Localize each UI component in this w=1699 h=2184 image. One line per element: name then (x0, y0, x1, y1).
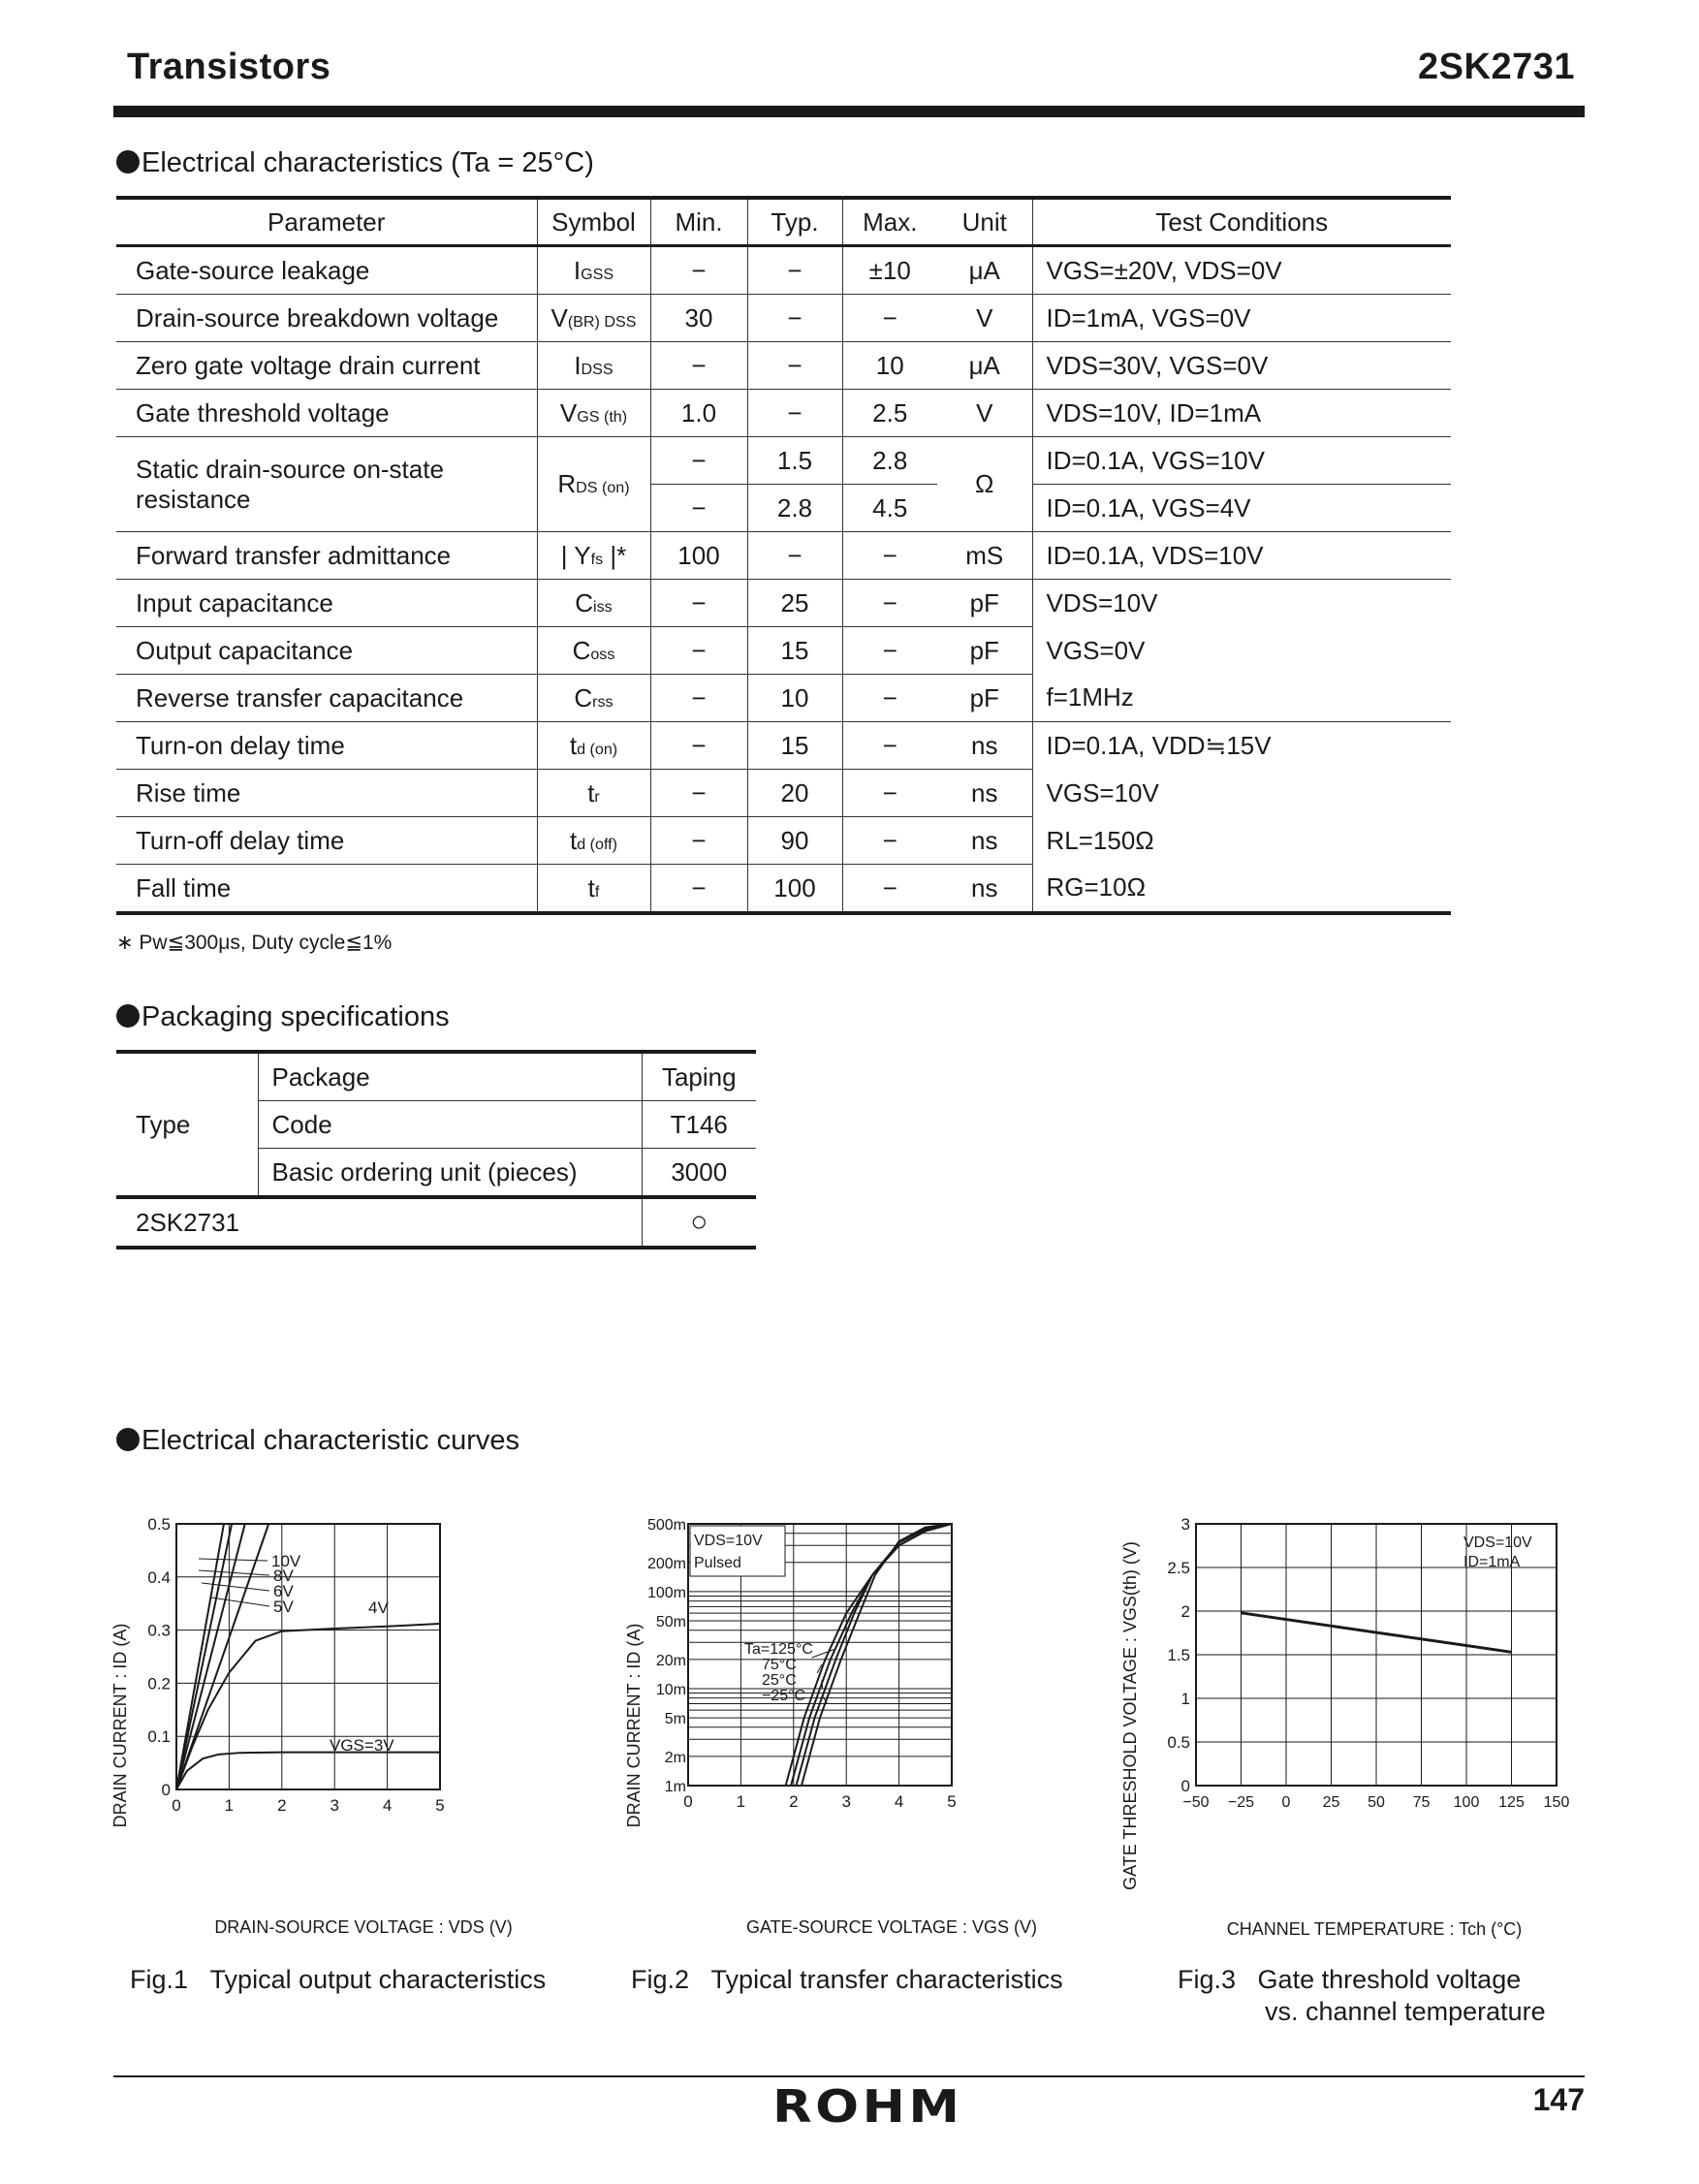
x-axis-label: CHANNEL TEMPERATURE : Tch (°C) (1226, 1919, 1523, 1939)
series-line-−25°C (802, 1524, 952, 1786)
table-row (116, 1052, 756, 1101)
y-tick-label: 50m (655, 1614, 686, 1631)
series-label: 10V (271, 1552, 301, 1570)
table-cell: Rise time (116, 770, 537, 817)
table-cell: ID=0.1A, VGS=10V (1032, 437, 1451, 485)
table-cell: Ω (937, 437, 1032, 532)
symbol-cell: td (on) (537, 722, 650, 770)
rohm-logo: ROHM (772, 2080, 963, 2133)
table-cell: − (842, 770, 937, 817)
part-number: 2SK2731 (1418, 47, 1575, 87)
table-cell: − (650, 580, 747, 627)
y-tick-label: 5m (664, 1711, 686, 1728)
x-axis-label: DRAIN-SOURCE VOLTAGE : VDS (V) (214, 1917, 513, 1937)
table-cell: Basic ordering unit (pieces) (258, 1149, 642, 1198)
y-tick-label: 0.3 (147, 1621, 171, 1640)
bullet-icon (116, 1428, 140, 1451)
table-cell: 3000 (642, 1149, 756, 1198)
table-cell: Output capacitance (116, 627, 537, 675)
x-tick-label: 150 (1543, 1794, 1570, 1811)
table-cell: − (842, 627, 937, 675)
table-cell: Package (258, 1052, 642, 1101)
packaging-table (116, 1050, 756, 1250)
symbol-cell: | Yfs |* (537, 532, 650, 580)
table-cell: V (937, 295, 1032, 342)
fig3-threshold-chart (1115, 1473, 1599, 1958)
x-tick-label: 4 (382, 1796, 393, 1815)
table-cell: mS (937, 532, 1032, 580)
table-cell: − (747, 295, 842, 342)
y-tick-label: 1 (1180, 1690, 1190, 1708)
table-row (116, 295, 1451, 342)
table-cell: Drain-source breakdown voltage (116, 295, 537, 342)
x-tick-label: 3 (841, 1792, 851, 1811)
y-tick-label: 0.1 (147, 1727, 171, 1747)
y-tick-label: 2m (664, 1749, 686, 1766)
table-cell: − (650, 627, 747, 675)
table-cell: VGS=10V (1046, 777, 1159, 807)
x-tick-label: 25 (1322, 1794, 1340, 1811)
table-cell: − (650, 675, 747, 722)
table-cell: f=1MHz (1032, 675, 1451, 722)
table-cell: − (747, 532, 842, 580)
table-cell: VGS=±20V, VDS=0V (1032, 246, 1451, 295)
y-axis-label: DRAIN CURRENT : ID (A) (110, 1623, 130, 1828)
table-cell: − (842, 675, 937, 722)
series-label: 8V (273, 1567, 294, 1585)
table-cell: Fall time (116, 865, 537, 914)
table-row (116, 722, 1451, 770)
table-row (116, 627, 1451, 675)
table-cell: − (842, 580, 937, 627)
x-tick-label: 2 (277, 1796, 287, 1815)
curves-section-title: Electrical characteristic curves (116, 1425, 519, 1457)
y-tick-label: 200m (646, 1555, 686, 1572)
y-tick-label: 1m (664, 1779, 686, 1795)
x-tick-label: 5 (947, 1792, 957, 1811)
electrical-section-title: Electrical characteristics (Ta = 25°C) (116, 147, 594, 179)
table-cell: Reverse transfer capacitance (116, 675, 537, 722)
symbol-cell: Ciss (537, 580, 650, 627)
table-cell: 90 (747, 817, 842, 865)
x-tick-label: 4 (894, 1792, 904, 1811)
table-cell: ns (937, 865, 1032, 914)
table-cell: 30 (650, 295, 747, 342)
table-cell: 2SK2731 (116, 1197, 642, 1248)
table-cell: − (842, 722, 937, 770)
x-tick-label: 3 (330, 1796, 339, 1815)
table-cell: Static drain-source on-state resistance (116, 437, 537, 532)
table-cell: 100 (650, 532, 747, 580)
table-cell: VDS=10V (1046, 587, 1158, 617)
table-row (116, 580, 1451, 627)
y-tick-label: 0.5 (147, 1515, 171, 1534)
y-tick-label: 2.5 (1167, 1559, 1190, 1577)
x-tick-label: 1 (224, 1796, 235, 1815)
y-tick-label: 100m (646, 1584, 686, 1601)
table-cell: Input capacitance (116, 580, 537, 627)
table-cell: T146 (642, 1101, 756, 1149)
x-tick-label: 2 (789, 1792, 799, 1811)
table-cell: RG=10Ω (1032, 865, 1451, 914)
x-tick-label: 50 (1368, 1794, 1385, 1811)
table-cell: Code (258, 1101, 642, 1149)
table-cell: VDS=30V, VGS=0V (1032, 342, 1451, 390)
col-header: Max. (842, 198, 937, 246)
table-cell: V (937, 390, 1032, 437)
symbol-cell: VGS (th) (537, 390, 650, 437)
table-row (116, 865, 1451, 914)
series-line-10V (176, 1524, 224, 1789)
table-cell: − (650, 437, 747, 485)
table-cell: Turn-on delay time (116, 722, 537, 770)
table-cell: ns (937, 770, 1032, 817)
x-tick-label: 125 (1498, 1794, 1525, 1811)
table-cell: pF (937, 675, 1032, 722)
table-cell: 15 (747, 627, 842, 675)
x-tick-label: 100 (1453, 1794, 1480, 1811)
series-line-VGS=3V (176, 1753, 440, 1789)
table-cell: ±10 (842, 246, 937, 295)
table-cell: 10 (842, 342, 937, 390)
x-tick-label: 1 (736, 1792, 746, 1811)
y-tick-label: 20m (655, 1652, 686, 1669)
table-cell: 2.5 (842, 390, 937, 437)
series-label: 4V (368, 1598, 389, 1617)
table-cell: − (842, 532, 937, 580)
packaging-section-title: Packaging specifications (116, 1001, 450, 1033)
category-title: Transistors (127, 47, 331, 87)
table-cell: 20 (747, 770, 842, 817)
table-cell: VGS=0V (1046, 635, 1146, 665)
table-cell: RL=150Ω (1046, 825, 1154, 855)
available-mark: ○ (642, 1197, 756, 1248)
table-cell: Turn-off delay time (116, 817, 537, 865)
x-tick-label: 0 (683, 1792, 693, 1811)
y-tick-label: 0.4 (147, 1567, 171, 1587)
bullet-icon (116, 150, 140, 174)
series-line-4V (176, 1624, 440, 1789)
table-row (116, 770, 1451, 817)
fig3-caption-line2: vs. channel temperature (1265, 1997, 1546, 2026)
electrical-characteristics-table (116, 196, 1451, 915)
symbol-cell: tr (537, 770, 650, 817)
symbol-cell: tf (537, 865, 650, 914)
table-cell: − (650, 722, 747, 770)
table-cell: 25 (747, 580, 842, 627)
table-cell: pF (937, 627, 1032, 675)
table-cell: 2.8 (747, 485, 842, 532)
y-tick-label: 3 (1180, 1515, 1190, 1534)
table-row (116, 817, 1451, 865)
symbol-cell: Coss (537, 627, 650, 675)
y-tick-label: 0 (1180, 1777, 1190, 1795)
annotation-text: VDS=10V (694, 1533, 763, 1549)
table-cell: − (747, 246, 842, 295)
table-cell: μA (937, 342, 1032, 390)
series-label: −25°C (762, 1688, 806, 1704)
col-header: Min. (650, 198, 747, 246)
symbol-cell: IGSS (537, 246, 650, 295)
y-tick-label: 500m (646, 1517, 686, 1534)
symbol-cell: td (off) (537, 817, 650, 865)
y-tick-label: 0.2 (147, 1674, 171, 1693)
table-cell: 1.0 (650, 390, 747, 437)
table-cell: − (650, 770, 747, 817)
table-cell: − (842, 817, 937, 865)
series-label: 6V (273, 1582, 294, 1600)
fig2-transfer-chart (611, 1473, 1095, 1958)
series-line-75°C (791, 1524, 952, 1786)
table-cell: − (650, 485, 747, 532)
table-cell: 2.8 (842, 437, 937, 485)
table-cell: 4.5 (842, 485, 937, 532)
table-cell: 1.5 (747, 437, 842, 485)
col-header: Unit (937, 198, 1032, 246)
page-number: 147 (1532, 2082, 1585, 2117)
table-cell: Zero gate voltage drain current (116, 342, 537, 390)
x-tick-label: −25 (1227, 1794, 1255, 1811)
table-cell: − (842, 865, 937, 914)
table-cell: Gate threshold voltage (116, 390, 537, 437)
table-cell: μA (937, 246, 1032, 295)
table-row (116, 675, 1451, 722)
x-tick-label: −50 (1182, 1794, 1210, 1811)
table-cell: Forward transfer admittance (116, 532, 537, 580)
table-cell: − (650, 865, 747, 914)
series-label: 75°C (762, 1657, 797, 1673)
y-axis-label: GATE THRESHOLD VOLTAGE : VGS(th) (V) (1120, 1541, 1140, 1890)
table-cell: Taping (642, 1052, 756, 1101)
table-cell: − (650, 817, 747, 865)
table-cell: ID=0.1A, VDD≒15V (1046, 730, 1272, 760)
y-tick-label: 1.5 (1167, 1646, 1190, 1664)
table-row (116, 246, 1451, 295)
col-header: Parameter (116, 198, 537, 246)
table-cell: − (747, 342, 842, 390)
table-cell: pF (937, 580, 1032, 627)
y-tick-label: 10m (655, 1681, 686, 1698)
footer-rule (113, 2075, 1585, 2077)
bullet-icon (116, 1004, 140, 1028)
table-row (116, 1197, 756, 1248)
table-header-row (116, 198, 1451, 246)
leader-line (822, 1680, 823, 1689)
table-cell: Gate-source leakage (116, 246, 537, 295)
symbol-cell: V(BR) DSS (537, 295, 650, 342)
fig2-caption: Fig.2 Typical transfer characteristics (631, 1965, 1063, 1994)
fig3-caption: Fig.3 Gate threshold voltage (1178, 1965, 1522, 1994)
table-cell: − (650, 246, 747, 295)
series-label: Ta=125°C (744, 1641, 813, 1658)
y-tick-label: 0.5 (1167, 1733, 1190, 1752)
table-cell: − (747, 390, 842, 437)
table-cell: − (650, 342, 747, 390)
table-cell: 10 (747, 675, 842, 722)
table-row (116, 390, 1451, 437)
table-cell: 100 (747, 865, 842, 914)
table-row (116, 532, 1451, 580)
x-tick-label: 0 (1281, 1794, 1291, 1811)
table-cell: VDS=10V, ID=1mA (1032, 390, 1451, 437)
table-row (116, 437, 1451, 485)
series-label: 5V (273, 1598, 294, 1616)
table-cell: − (842, 295, 937, 342)
leader-line (199, 1570, 269, 1575)
symbol-cell: RDS (on) (537, 437, 650, 532)
symbol-cell: Crss (537, 675, 650, 722)
y-tick-label: 2 (1180, 1602, 1190, 1621)
y-axis-label: DRAIN CURRENT : ID (A) (624, 1623, 644, 1828)
table-cell: ID=0.1A, VGS=4V (1032, 485, 1451, 532)
table-cell: ID=1mA, VGS=0V (1032, 295, 1451, 342)
fig1-caption: Fig.1 Typical output characteristics (130, 1965, 547, 1994)
header-rule (113, 106, 1585, 117)
series-label: VGS=3V (330, 1736, 394, 1755)
table-cell: 15 (747, 722, 842, 770)
col-header: Typ. (747, 198, 842, 246)
x-tick-label: 75 (1412, 1794, 1431, 1811)
type-label: Type (116, 1052, 258, 1197)
table-cell: ns (937, 817, 1032, 865)
table-cell: ID=0.1A, VDS=10V (1032, 532, 1451, 580)
symbol-cell: IDSS (537, 342, 650, 390)
y-tick-label: 0 (161, 1781, 171, 1799)
x-tick-label: 0 (172, 1796, 181, 1815)
annotation-text: Pulsed (694, 1555, 741, 1571)
footnote: ∗ Pw≦300μs, Duty cycle≦1% (116, 932, 393, 954)
col-header: Symbol (537, 198, 650, 246)
series-label: 25°C (762, 1672, 797, 1689)
series-line-6V (176, 1524, 245, 1789)
annotation-text: ID=1mA (1463, 1554, 1521, 1570)
fig1-output-chart (97, 1473, 582, 1958)
x-tick-label: 5 (435, 1796, 445, 1815)
table-row (116, 342, 1451, 390)
col-header: Test Conditions (1032, 198, 1451, 246)
x-axis-label: GATE-SOURCE VOLTAGE : VGS (V) (745, 1917, 1038, 1937)
table-cell: ns (937, 722, 1032, 770)
annotation-text: VDS=10V (1463, 1535, 1532, 1551)
